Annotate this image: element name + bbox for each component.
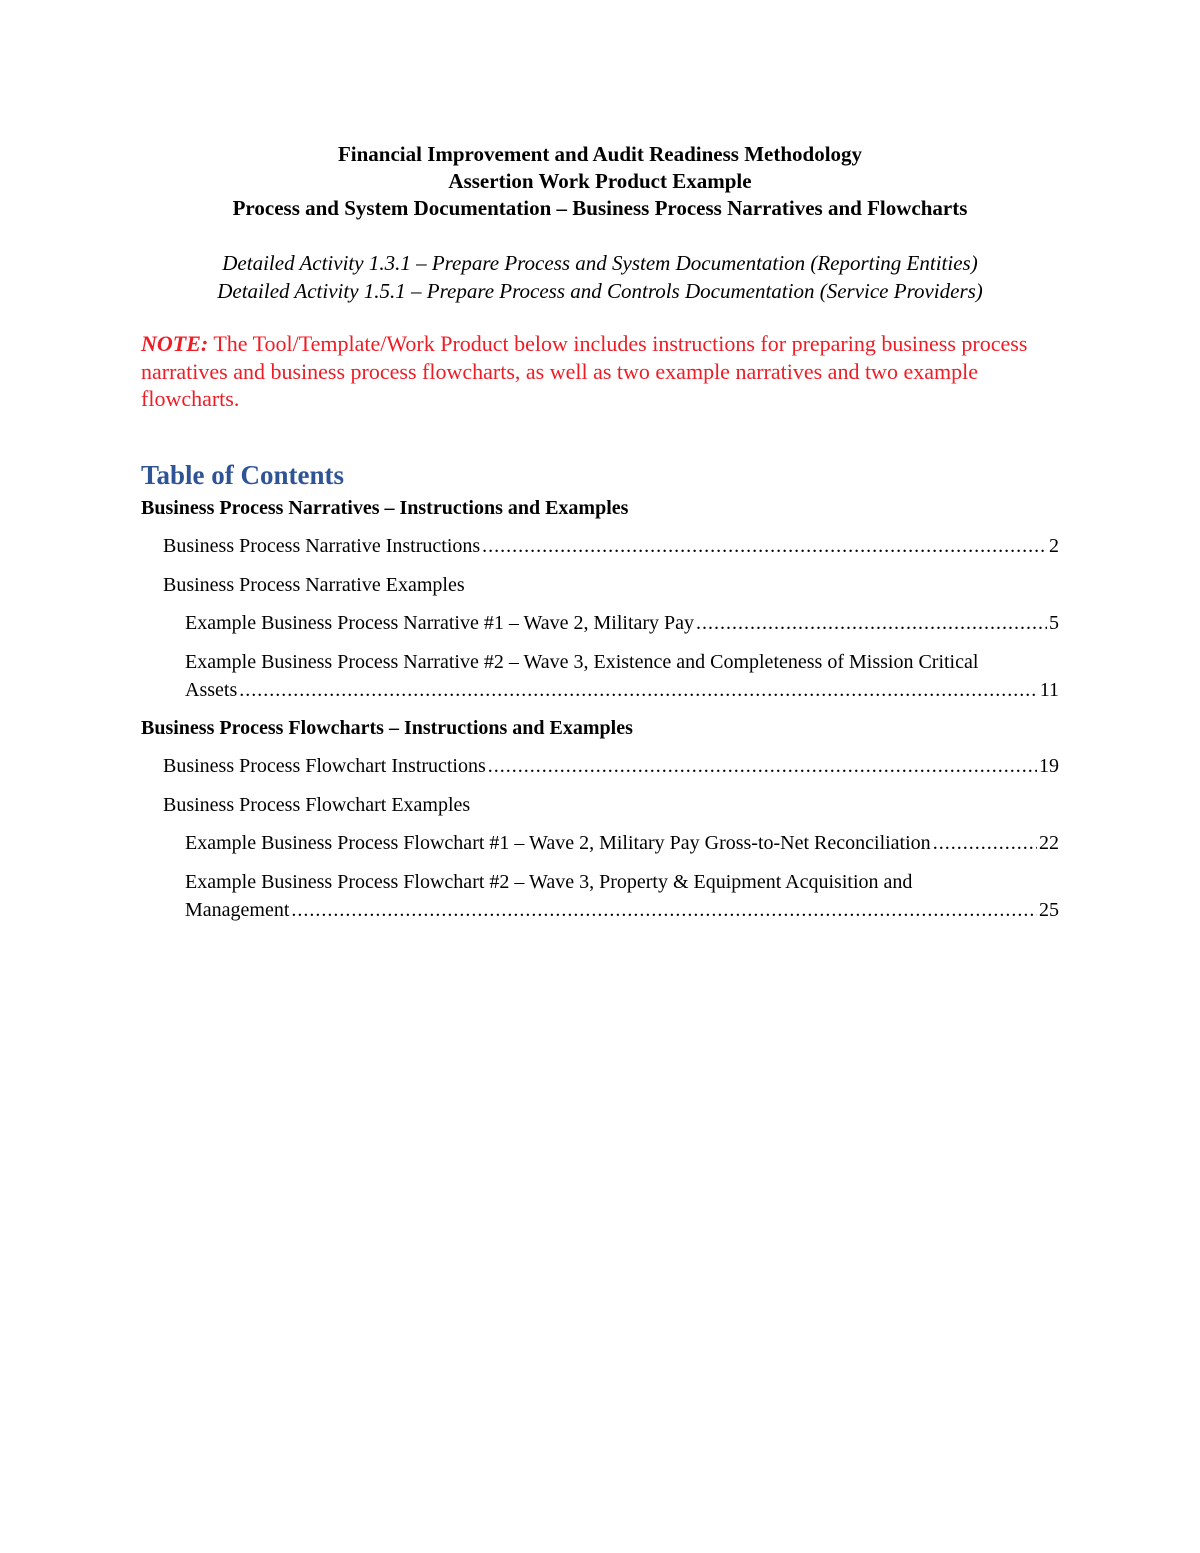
toc-entry-text-line-2: Assets <box>185 679 238 701</box>
toc-entry-text: Example Business Process Flowchart #1 – Wave 2, Military Pay Gross-to-Net Reconciliation <box>185 832 931 854</box>
toc-title: Table of Contents <box>141 460 345 490</box>
document-header <box>0 141 1200 222</box>
toc-entry-flowchart-instructions[interactable] <box>163 752 1059 780</box>
toc-page-number: 22 <box>1039 832 1059 854</box>
note-text: The Tool/Template/Work Product below includes instructions for preparing business process narratives and business process flowcharts, as well as two example narratives and two example flowcharts. <box>141 331 1028 411</box>
toc-entry-text: Business Process Flowchart Instructions <box>163 755 486 777</box>
note-paragraph <box>141 330 1051 413</box>
toc-entry-flowchart-example-2[interactable] <box>185 868 1059 924</box>
toc-entry-text-line-2: Management <box>185 899 290 921</box>
toc-leader-dots <box>488 752 1037 780</box>
activity-line-2: Detailed Activity 1.5.1 – Prepare Process and Controls Documentation (Service Providers) <box>217 279 983 303</box>
toc-entry-text: Business Process Narrative Instructions <box>163 535 481 557</box>
note-label: NOTE: <box>141 331 209 356</box>
toc-heading-flowchart-examples <box>163 791 1059 819</box>
toc-leader-dots <box>291 896 1037 924</box>
toc-entry-flowchart-example-1[interactable] <box>185 829 1059 857</box>
toc-section-flowcharts: Business Process Flowcharts – Instructions and Examples <box>141 717 633 739</box>
activity-block <box>0 249 1200 305</box>
toc-page-number: 11 <box>1039 679 1059 701</box>
toc-section-narratives: Business Process Narratives – Instructions and Examples <box>141 497 629 519</box>
toc-leader-dots <box>482 532 1047 560</box>
toc-entry-text: Business Process Flowchart Examples <box>163 794 471 816</box>
toc-entry-text: Business Process Narrative Examples <box>163 574 465 596</box>
toc-heading-narrative-examples <box>163 571 1059 599</box>
toc-entry-text-line-1: Example Business Process Flowchart #2 – Wave 3, Property & Equipment Acquisition and <box>185 871 913 893</box>
toc-entry-narrative-example-2[interactable] <box>185 648 1059 704</box>
toc-leader-dots <box>933 829 1037 857</box>
toc-entry-text-line-1: Example Business Process Narrative #2 – Wave 3, Existence and Completeness of Mission Critical <box>185 651 979 673</box>
toc-page-number: 25 <box>1039 899 1059 921</box>
toc-leader-dots <box>239 676 1038 704</box>
header-subtitle: Assertion Work Product Example <box>448 169 752 193</box>
toc-entry-narrative-instructions[interactable] <box>163 532 1059 560</box>
header-title: Financial Improvement and Audit Readiness Methodology <box>337 142 863 166</box>
toc-leader-dots <box>696 609 1047 637</box>
toc-entry-text: Example Business Process Narrative #1 – Wave 2, Military Pay <box>185 612 695 634</box>
toc-entry-narrative-example-1[interactable] <box>185 609 1059 637</box>
header-topic: Process and System Documentation – Business Process Narratives and Flowcharts <box>232 196 968 220</box>
toc-page-number: 2 <box>1049 535 1059 557</box>
activity-line-1: Detailed Activity 1.3.1 – Prepare Process and System Documentation (Reporting Entities) <box>222 251 978 275</box>
toc-page-number: 19 <box>1039 755 1059 777</box>
toc-page-number: 5 <box>1049 612 1059 634</box>
